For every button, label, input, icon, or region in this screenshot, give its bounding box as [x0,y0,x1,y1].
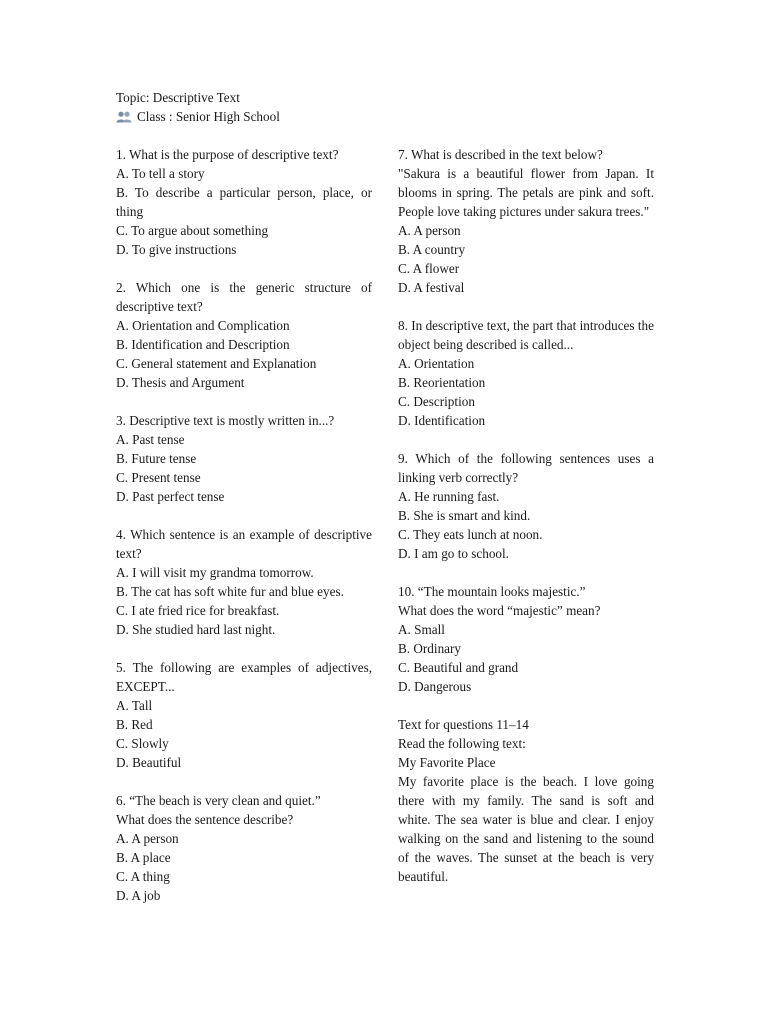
question-1 [116,145,372,259]
question-stem: 6. “The beach is very clean and quiet.” [116,793,321,808]
question-stem: 9. Which of the following sentences uses a linking verb correctly? [398,451,654,485]
option-a: A. Small [398,622,445,637]
question-9 [398,449,654,563]
option-a: A. A person [398,223,461,238]
quoted-text: "Sakura is a beautiful flower from Japan. It blooms in spring. The petals are pink and soft. People love taking pictures under sakura trees." [398,166,654,219]
option-d: D. She studied hard last night. [116,622,276,637]
option-c: C. Present tense [116,470,201,485]
reading-intro: Text for questions 11–14 [398,717,529,732]
option-a: A. He running fast. [398,489,500,504]
question-6 [116,791,372,905]
question-stem: 3. Descriptive text is mostly written in...? [116,413,335,428]
option-c: C. Beautiful and grand [398,660,519,675]
option-d: D. Identification [398,413,486,428]
question-stem-2: What does the sentence describe? [116,812,294,827]
option-b: B. Red [116,717,153,732]
people-icon [116,111,132,123]
document-header [116,88,656,126]
question-7 [398,145,654,297]
option-d: D. Dangerous [398,679,472,694]
option-b: B. Reorientation [398,375,486,390]
option-c: C. They eats lunch at noon. [398,527,543,542]
option-c: C. A flower [398,261,460,276]
option-c: C. General statement and Explanation [116,356,317,371]
question-10 [398,582,654,696]
option-a: A. Orientation [398,356,475,371]
option-a: A. Orientation and Complication [116,318,290,333]
option-d: D. I am go to school. [398,546,509,561]
question-stem: 10. “The mountain looks majestic.” [398,584,586,599]
question-stem: 1. What is the purpose of descriptive text? [116,147,339,162]
question-stem: 7. What is described in the text below? [398,147,603,162]
question-3 [116,411,372,506]
question-4 [116,525,372,639]
option-b: B. A country [398,242,466,257]
reading-passage: My favorite place is the beach. I love going there with my family. The sand is soft and white. The sea water is blue and clear. I enjoy walking on the sand and listening to the sound of the waves. The sunset at the beach is very beautiful. [398,774,654,884]
option-b: B. She is smart and kind. [398,508,531,523]
option-b: B. Ordinary [398,641,461,656]
option-d: D. To give instructions [116,242,237,257]
option-c: C. Description [398,394,475,409]
question-8 [398,316,654,430]
option-c: C. A thing [116,869,170,884]
option-a: A. Tall [116,698,153,713]
option-b: B. To describe a particular person, place, or thing [116,185,372,219]
left-column [116,145,372,924]
option-b: B. A place [116,850,171,865]
passage-title: My Favorite Place [398,755,496,770]
reading-section [398,715,654,886]
question-stem-2: What does the word “majestic” mean? [398,603,601,618]
option-c: C. Slowly [116,736,169,751]
option-d: D. Thesis and Argument [116,375,245,390]
option-d: D. A festival [398,280,465,295]
option-d: D. Past perfect tense [116,489,225,504]
option-a: A. To tell a story [116,166,205,181]
question-stem: 8. In descriptive text, the part that introduces the object being described is called... [398,318,654,352]
option-d: D. A job [116,888,161,903]
reading-instruction: Read the following text: [398,736,526,751]
option-c: C. I ate fried rice for breakfast. [116,603,280,618]
option-b: B. Identification and Description [116,337,290,352]
option-a: A. I will visit my grandma tomorrow. [116,565,314,580]
option-a: A. Past tense [116,432,185,447]
class-label: Class : Senior High School [137,109,280,124]
option-d: D. Beautiful [116,755,182,770]
option-b: B. The cat has soft white fur and blue eyes. [116,584,344,599]
option-c: C. To argue about something [116,223,269,238]
right-column [398,145,654,905]
class-line [116,107,656,126]
topic-line: Topic: Descriptive Text [116,90,240,105]
question-2 [116,278,372,392]
question-5 [116,658,372,772]
question-stem: 5. The following are examples of adjectives, EXCEPT... [116,660,372,694]
option-a: A. A person [116,831,179,846]
question-stem: 4. Which sentence is an example of descriptive text? [116,527,372,561]
option-b: B. Future tense [116,451,197,466]
question-stem: 2. Which one is the generic structure of descriptive text? [116,280,372,314]
